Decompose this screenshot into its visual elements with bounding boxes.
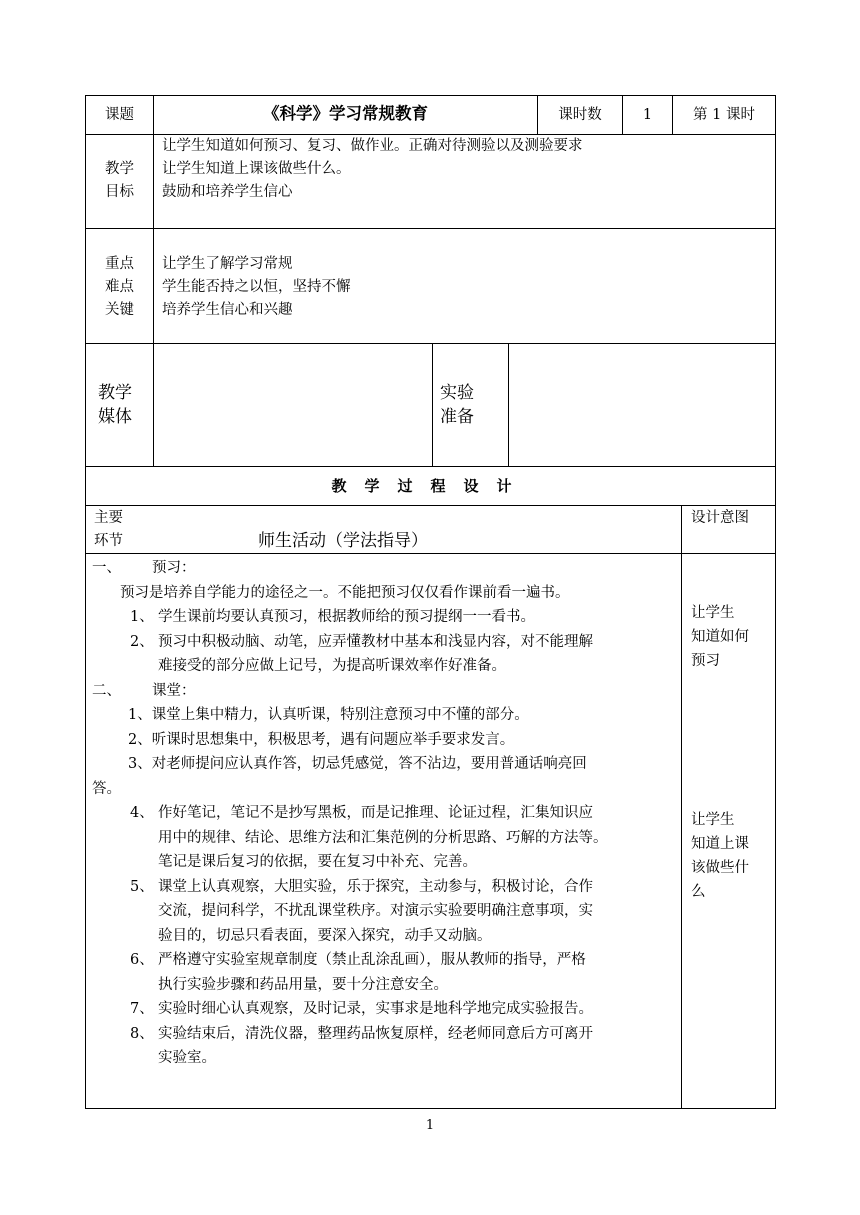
key-points-line-2: 学生能否持之以恒，坚持不懈 xyxy=(162,279,351,295)
process-line xyxy=(92,703,680,728)
process-body xyxy=(92,556,680,1071)
process-line-text: 课堂上认真观察，大胆实验，乐于探究，主动参与，积极讨论，合作 xyxy=(158,878,593,895)
key-points-label-line-1: 重点 xyxy=(105,256,134,272)
process-line xyxy=(92,948,680,973)
key-points-line-1: 让学生了解学习常规 xyxy=(162,256,293,272)
prep-label xyxy=(440,381,474,429)
lesson-label: 第 1 课时 xyxy=(693,107,755,123)
process-line xyxy=(92,556,680,581)
process-line-marker: 二、 xyxy=(92,682,121,699)
process-line-text: 实验时细心认真观察，及时记录，实事求是地科学地完成实验报告。 xyxy=(158,1001,593,1017)
process-line-marker: 6、 xyxy=(130,952,154,968)
intent-2-line-4: 么 xyxy=(691,884,706,900)
process-line xyxy=(92,997,680,1022)
prep-label-line-2: 准备 xyxy=(440,407,474,427)
key-points-label xyxy=(86,253,153,322)
hours-value: 1 xyxy=(642,107,653,123)
media-label xyxy=(98,381,132,429)
process-line-text: 验目的，切忌只看表面，要深入探究，动手又动脑。 xyxy=(158,927,492,944)
topic-value: 《科学》学习常规教育 xyxy=(263,104,428,123)
process-line xyxy=(92,899,680,924)
intent-1 xyxy=(691,601,749,673)
key-points-label-line-2: 难点 xyxy=(105,279,134,295)
process-line-text: 预习中积极动脑、动笔，应弄懂教材中基本和浅显内容，对不能理解 xyxy=(158,633,593,650)
intent-1-line-2: 知道如何 xyxy=(691,629,749,645)
process-line-text: 3、对老师提问应认真作答，切忌凭感觉，答不沾边，要用普通话响亮回 xyxy=(128,756,587,772)
goals-line-2: 让学生知道上课该做些什么。 xyxy=(162,161,351,177)
process-line-marker: 一、 xyxy=(92,560,121,576)
process-line xyxy=(92,728,680,753)
goals-label-line-2: 目标 xyxy=(105,184,134,200)
process-line-text: 实验室。 xyxy=(158,1050,216,1066)
process-line xyxy=(92,1046,680,1071)
process-line-text: 执行实验步骤和药品用量，要十分注意安全。 xyxy=(158,976,448,993)
process-line-text: 交流，提问科学，不扰乱课堂秩序。对演示实验要明确注意事项，实 xyxy=(158,903,593,919)
process-line xyxy=(92,850,680,875)
process-line-text: 2、听课时思想集中，积极思考，遇有问题应举手要求发言。 xyxy=(128,731,515,748)
col-main-line-1: 主要 xyxy=(94,510,123,526)
process-line-text: 实验结束后，清洗仪器，整理药品恢复原样，经老师同意后方可离开 xyxy=(158,1025,593,1042)
process-line-marker: 1、 xyxy=(130,609,154,625)
process-heading xyxy=(86,475,775,498)
col-main-line-2: 环节 xyxy=(94,533,123,549)
process-line xyxy=(92,875,680,900)
process-line-marker: 7、 xyxy=(130,1001,154,1017)
col-activity-header: 师生活动（学法指导） xyxy=(258,531,428,551)
media-label-line-2: 媒体 xyxy=(98,407,132,427)
key-points-label-line-3: 关键 xyxy=(105,302,134,318)
intent-2-line-2: 知道上课 xyxy=(691,836,749,852)
process-heading-text: 教学过程设计 xyxy=(331,477,530,495)
process-line-text: 课堂： xyxy=(152,682,196,699)
goals-line-3: 鼓励和培养学生信心 xyxy=(162,184,293,200)
process-line-text: 笔记是课后复习的依据，要在复习中补充、完善。 xyxy=(158,854,477,870)
col-intent-header: 设计意图 xyxy=(691,510,749,526)
key-points-content xyxy=(162,253,351,322)
process-line xyxy=(92,752,680,777)
process-line-marker: 2、 xyxy=(130,633,154,650)
process-line xyxy=(92,826,680,851)
key-points-line-3: 培养学生信心和兴趣 xyxy=(162,302,293,318)
process-line-marker: 8、 xyxy=(130,1025,154,1042)
process-line-marker: 4、 xyxy=(130,805,154,821)
process-line-text: 学生课前均要认真预习，根据教师给的预习提纲一一看书。 xyxy=(158,609,535,625)
process-line-text: 预习： xyxy=(152,560,196,576)
process-line-text: 1、课堂上集中精力，认真听课，特别注意预习中不懂的部分。 xyxy=(128,707,529,723)
intent-1-line-3: 预习 xyxy=(691,653,720,669)
goals-line-1: 让学生知道如何预习、复习、做作业。正确对待测验以及测验要求 xyxy=(162,138,583,154)
process-line-text: 严格遵守实验室规章制度（禁止乱涂乱画），服从教师的指导，严格 xyxy=(158,952,586,968)
process-line xyxy=(92,801,680,826)
goals-label xyxy=(86,158,153,204)
process-line-text: 答。 xyxy=(92,780,121,797)
goals-label-line-1: 教学 xyxy=(105,161,134,177)
process-line xyxy=(92,630,680,655)
process-line-text: 难接受的部分应做上记号，为提高听课效率作好准备。 xyxy=(158,658,506,674)
process-line xyxy=(92,924,680,949)
hours-label: 课时数 xyxy=(558,107,602,123)
intent-1-line-1: 让学生 xyxy=(691,605,735,621)
process-line xyxy=(92,581,680,606)
intent-2-line-3: 该做些什 xyxy=(691,860,749,876)
page-number: 1 xyxy=(425,1118,435,1133)
process-line xyxy=(92,777,680,802)
intent-2 xyxy=(691,808,749,904)
prep-label-line-1: 实验 xyxy=(440,383,474,403)
process-line xyxy=(92,1022,680,1047)
process-line-marker: 5、 xyxy=(130,878,154,895)
process-line xyxy=(92,654,680,679)
goals-content xyxy=(162,135,583,204)
process-line xyxy=(92,605,680,630)
process-line-text: 用中的规律、结论、思维方法和汇集范例的分析思路、巧解的方法等。 xyxy=(158,829,608,846)
media-label-line-1: 教学 xyxy=(98,383,132,403)
process-line xyxy=(92,679,680,704)
process-line-text: 预习是培养自学能力的途径之一。不能把预习仅仅看作课前看一遍书。 xyxy=(120,584,570,601)
intent-2-line-1: 让学生 xyxy=(691,812,735,828)
process-line xyxy=(92,973,680,998)
col-main-header xyxy=(94,507,123,553)
topic-label: 课题 xyxy=(105,107,134,123)
process-line-text: 作好笔记，笔记不是抄写黑板，而是记推理、论证过程，汇集知识应 xyxy=(158,805,593,821)
